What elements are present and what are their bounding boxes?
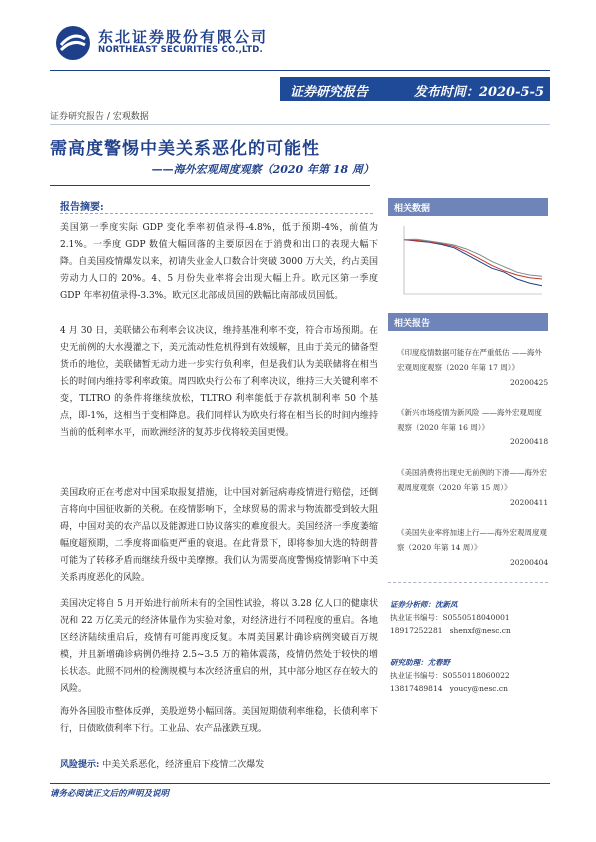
company-name-en: NORTHEAST SECURITIES CO.,LTD. [98,45,263,55]
page-title: 需高度警惕中美关系恶化的可能性 [50,139,320,159]
related-report-3-date: 20200411 [510,498,549,507]
summary-divider [60,213,373,214]
footer-disclaimer: 请务必阅读正文后的声明及说明 [50,789,170,799]
page-subtitle: ——海外宏观周度观察（2020 年第 18 周） [151,163,374,176]
related-report-3[interactable]: 《美国消费将出现史无前例的下滑——海外宏观周度观察（2020 年第 15 周）》 [397,468,547,492]
summary-paragraph-2: 4 月 30 日，美联储公布利率会议决议，维持基准利率不变，符合市场预期。在史无前例的大水漫灌之下，美元流动性危机得到有效缓解，且由于美元的储备型货币的地位，美联储暂无动力进一步实行负利率，但是我们认为美联储将在相当长的时间内维持零利率政策。周四欧央行公布了利率决议，维持三大关键利率不变，TLTRO 的条件将继续放松，TLTRO 利率能低于存款机制利率 50 个基点，即-1%，这相当于变相降息。我们同样认为欧央行将在相当长的时间内维持当前的低利率水平，而欧洲经济的复苏步伐将较美国更慢。 [60,326,378,438]
report-type: 证券研究报告 [290,85,369,100]
summary-paragraph-4: 美国决定将自 5 月开始进行前所未有的全国性试验，将以 3.28 亿人口的健康状况和 22 万亿美元的经济体量作为实验对象，对经济进行不同程度的重启。各地区经济陆续重启后，疫情有可能再度反复。本周美国累计确诊病例突破百万规模，并且新增确诊病例仍维持 2.5~3.5 万的箱体震荡，疫情仍然处于较快的增长状态。此照不同州的检测规模与本次经济重启的州，其中部分地区存在较大的风险。 [60,599,378,694]
chart-series-line-1 [404,240,542,286]
sidebar-divider [388,582,548,583]
related-report-4[interactable]: 《美国失业率将加速上行——海外宏观周度观察（2020 年第 14 周）》 [397,528,547,552]
breadcrumb: 证券研究报告 / 宏观数据 [50,112,149,122]
analyst-1: 证券分析师：沈新凤 执业证书编号：S0550518040001 18917252281 shenxf@nesc.cn [390,600,511,635]
summary-paragraph-1: 美国第一季度实际 GDP 变化季率初值录得-4.8%，低于预期-4%，前值为 2.1%。一季度 GDP 数值大幅回落的主要原因在于消费和出口的表现大幅下降。自美国疫情爆发以来，初请失业金人口数合计突破 3000 万大关，约占美国劳动力人口的 20%。4、5 月份失业率将会出现大幅上升。欧元区第一季度 GDP 年率初值录得-3.3%。欧元区北部成员国的跌幅比南部成员国低。 [60,223,378,301]
breadcrumb-divider [50,124,550,125]
risk-label: 风险提示: [60,760,100,770]
company-logo-icon [55,25,91,61]
related-report-4-date: 20200404 [510,558,549,567]
chart-axes [404,226,542,294]
summary-paragraph-5: 海外各国股市整体反弹，美股逆势小幅回落。美国短期债利率维稳，长债利率下行，日债欧债利率下行。工业品、农产品涨跌互现。 [60,707,378,734]
related-report-1-date: 20200425 [510,378,549,387]
publish-date: 发布时间：2020-5-5 [413,85,544,100]
related-data-heading: 相关数据 [388,198,548,216]
related-report-2-date: 20200418 [510,437,549,446]
risk-text: 中美关系恶化，经济重启下疫情二次爆发 [102,760,265,770]
related-report-2[interactable]: 《新兴市场疫情为新风险 ——海外宏观周度观察（2020 年第 16 周）》 [397,408,542,432]
risk-note [60,757,264,770]
footer-divider [50,783,550,784]
related-data-chart [388,220,548,308]
title-divider [50,185,370,186]
analyst-2: 研究助理：尤春野 执业证书编号：S0550118060022 13817489814 youcy@nesc.cn [390,658,510,693]
analyst-1-email[interactable]: shenxf@nesc.cn [449,626,511,635]
report-banner [280,77,550,101]
related-report-1[interactable]: 《印度疫情数据可能存在严重低估 ——海外宏观周度观察（2020 年第 17 周）》 [397,348,542,372]
summary-heading: 报告摘要: [60,202,104,213]
summary-paragraph-3: 美国政府正在考虑对中国采取报复措施，让中国对新冠病毒疫情进行赔偿，还倒言将向中国征收新的关税。在疫情影响下，全球贸易的需求与物流都受到较大阻碍，中国对美的农产品以及能源进口协议落实的难度很大。美国经济一季度萎缩幅度超预期，二季度将面临更严重的衰退。在此背景下，即将参加大选的特朗普可能为了转移矛盾而继续升级中美摩擦。我们认为需要高度警惕疫情影响下中美关系再度恶化的风险。 [60,488,378,583]
analyst-2-email[interactable]: youcy@nesc.cn [449,684,508,693]
related-reports-heading: 相关报告 [388,313,548,331]
company-name-cn: 东北证券股份有限公司 [98,28,269,46]
header-divider [50,70,550,71]
